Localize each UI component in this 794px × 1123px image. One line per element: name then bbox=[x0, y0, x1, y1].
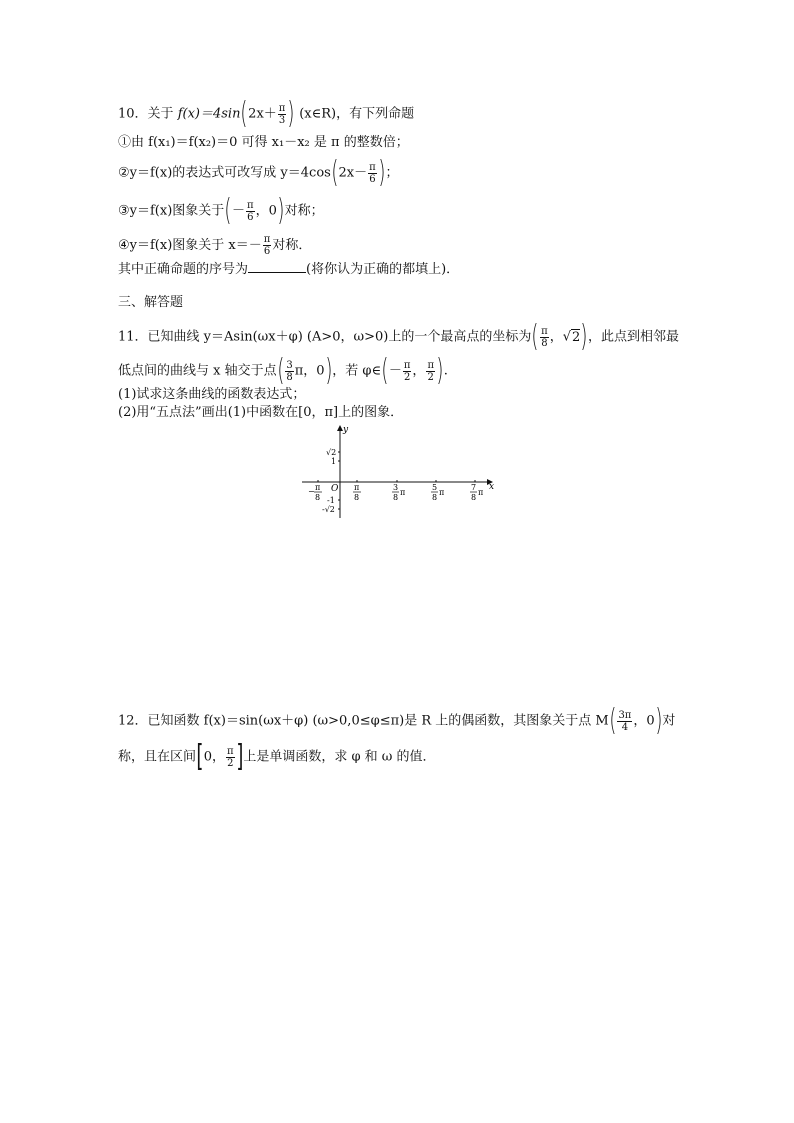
s3-suffix: 对称； bbox=[284, 203, 324, 219]
sqrt-2: 2 bbox=[572, 329, 581, 345]
three-pi-over-4: $\frac{3\pi}{4}$ bbox=[618, 709, 632, 733]
bracket-open: [ bbox=[196, 739, 204, 774]
q11-prefix: 11．已知曲线 y＝Asin(ωx＋φ) (A>0，ω>0)上的一个最高点的坐标为 bbox=[118, 329, 532, 345]
q10-function: f(x)＝4sin bbox=[177, 106, 241, 122]
q10-arg: 2x＋ bbox=[248, 106, 277, 122]
svg-text:π: π bbox=[354, 483, 360, 492]
q11-part-2: (2)用“五点法”画出(1)中函数在[0，π]上的图象． bbox=[118, 405, 404, 420]
svg-text:π: π bbox=[315, 483, 321, 492]
paren-close: ) bbox=[324, 353, 332, 388]
paren-open: ( bbox=[331, 155, 339, 190]
svg-text:8: 8 bbox=[471, 493, 477, 502]
paren-close: ) bbox=[277, 193, 285, 228]
pi-over-8: $\frac{\pi}{8}$ bbox=[541, 325, 548, 349]
svg-text:8: 8 bbox=[315, 493, 321, 502]
svg-text:3: 3 bbox=[393, 483, 399, 492]
svg-text:5: 5 bbox=[432, 483, 438, 492]
paren-close: ) bbox=[287, 96, 295, 131]
svg-text:π: π bbox=[400, 488, 406, 497]
pi-over-2: $\frac{\pi}{2}$ bbox=[403, 359, 411, 383]
svg-text:7: 7 bbox=[471, 483, 477, 492]
q10-fill-in bbox=[118, 260, 459, 279]
s2-suffix: ； bbox=[385, 165, 399, 181]
three-over-8: $\frac{3}{8}$ bbox=[286, 359, 293, 383]
q11-part-1: (1)试求这条曲线的函数表达式； bbox=[118, 387, 306, 402]
x-axis-label: x bbox=[489, 482, 495, 492]
svg-text:8: 8 bbox=[354, 493, 360, 502]
q11-line2-prefix: 低点间的曲线与 x 轴交于点 bbox=[118, 363, 277, 379]
q12-suffix: 对 bbox=[662, 713, 676, 729]
q12-line2-prefix: 称，且在区间 bbox=[118, 749, 197, 765]
comma: ， bbox=[549, 329, 563, 345]
coordinate-graph bbox=[296, 422, 506, 522]
x-tick-label-5pi-8 bbox=[431, 483, 444, 502]
paren-close: ) bbox=[655, 703, 663, 738]
y-tick-label: -√2 bbox=[322, 505, 335, 514]
q11-line2-mid: ，若 φ∈ bbox=[332, 363, 382, 379]
y-tick-label: √2 bbox=[326, 448, 337, 457]
pi-over-6: $\frac{\pi}{6}$ bbox=[369, 161, 376, 185]
x-tick-label-3pi-8 bbox=[392, 483, 405, 502]
s4-suffix: 对称． bbox=[272, 238, 312, 253]
svg-text:8: 8 bbox=[432, 493, 438, 502]
pi-over-2: $\frac{\pi}{2}$ bbox=[227, 745, 234, 769]
s2-prefix: ②y＝f(x)的表达式可改写成 y＝4cos bbox=[118, 165, 331, 181]
svg-text:π: π bbox=[439, 488, 445, 497]
bracket-close: ] bbox=[235, 739, 243, 774]
q12-line2-suffix: 上是单调函数，求 φ 和 ω 的值． bbox=[243, 749, 436, 765]
minus-sign: － bbox=[388, 363, 402, 379]
minus-sign: － bbox=[232, 203, 246, 219]
pi-over-6: $\frac{\pi}{6}$ bbox=[247, 199, 254, 223]
point-tail: π，0 bbox=[294, 363, 325, 379]
q11-suffix: ，此点到相邻最 bbox=[588, 329, 680, 345]
period: . bbox=[443, 363, 448, 379]
paren-open: ( bbox=[609, 703, 617, 738]
paren-open: ( bbox=[531, 319, 539, 354]
y-tick-label: 1 bbox=[331, 457, 337, 466]
s3-zero: ，0 bbox=[255, 203, 277, 219]
s2-arg: 2x－ bbox=[338, 165, 368, 181]
x-tick-label-neg-pi-8 bbox=[308, 483, 322, 502]
comma: ， bbox=[412, 363, 426, 379]
q10-statement-1: ①由 f(x₁)＝f(x₂)＝0 可得 x₁－x₂ 是 π 的整数倍； bbox=[118, 135, 409, 150]
paren-open: ( bbox=[381, 353, 389, 388]
q10-statement-2 bbox=[118, 155, 399, 190]
section-heading: 三、解答题 bbox=[118, 295, 184, 310]
fill-prefix: 其中正确命题的序号为 bbox=[118, 262, 249, 277]
q10-domain: (x∈R)，有下列命题 bbox=[299, 106, 415, 122]
y-axis-label: y bbox=[343, 425, 349, 435]
q11-line-2 bbox=[118, 353, 448, 388]
paren-close: ) bbox=[436, 353, 444, 388]
paren-open: ( bbox=[240, 96, 248, 131]
s3-prefix: ③y＝f(x)图象关于 bbox=[118, 203, 225, 219]
s4-prefix: ④y＝f(x)图象关于 x＝－ bbox=[118, 238, 262, 253]
q10-statement-3 bbox=[118, 193, 324, 228]
answer-blank[interactable] bbox=[248, 260, 306, 273]
x-tick-label-pi-8 bbox=[353, 483, 361, 502]
fill-suffix: (将你认为正确的都填上)． bbox=[306, 262, 460, 277]
origin-label: O bbox=[331, 484, 339, 494]
q12-line-1 bbox=[118, 703, 676, 738]
svg-text:−: − bbox=[308, 487, 315, 496]
paren-open: ( bbox=[224, 193, 232, 228]
point-tail: ，0 bbox=[633, 713, 655, 729]
q12-prefix: 12．已知函数 f(x)＝sin(ωx＋φ) (ω>0,0≤φ≤π)是 R 上的偶函数，其图象关于点 M bbox=[118, 713, 609, 729]
q10-number: 10．关于 bbox=[118, 106, 178, 122]
paren-close: ) bbox=[580, 319, 588, 354]
q10-intro bbox=[118, 96, 415, 131]
y-tick-label: -1 bbox=[327, 496, 335, 505]
q11-line-1: 11．已知曲线 y＝Asin(ωx＋φ) (A>0，ω>0)上的一个最高点的坐标为( $\frac{\pi}{8}$ ，√2)，此点到相邻最 bbox=[118, 319, 680, 354]
svg-text:8: 8 bbox=[393, 493, 399, 502]
svg-text:π: π bbox=[478, 488, 484, 497]
interval-start: 0， bbox=[203, 749, 226, 765]
q10-statement-4 bbox=[118, 234, 311, 257]
pi-over-6: $\frac{\pi}{6}$ bbox=[263, 234, 271, 257]
pi-over-2: $\frac{\pi}{2}$ bbox=[427, 359, 435, 383]
pi-over-3: $\frac{\pi}{3}$ bbox=[278, 102, 286, 126]
paren-open: ( bbox=[276, 353, 284, 388]
paren-close: ) bbox=[378, 155, 386, 190]
q12-line-2 bbox=[118, 739, 436, 774]
x-tick-label-7pi-8 bbox=[470, 483, 483, 502]
